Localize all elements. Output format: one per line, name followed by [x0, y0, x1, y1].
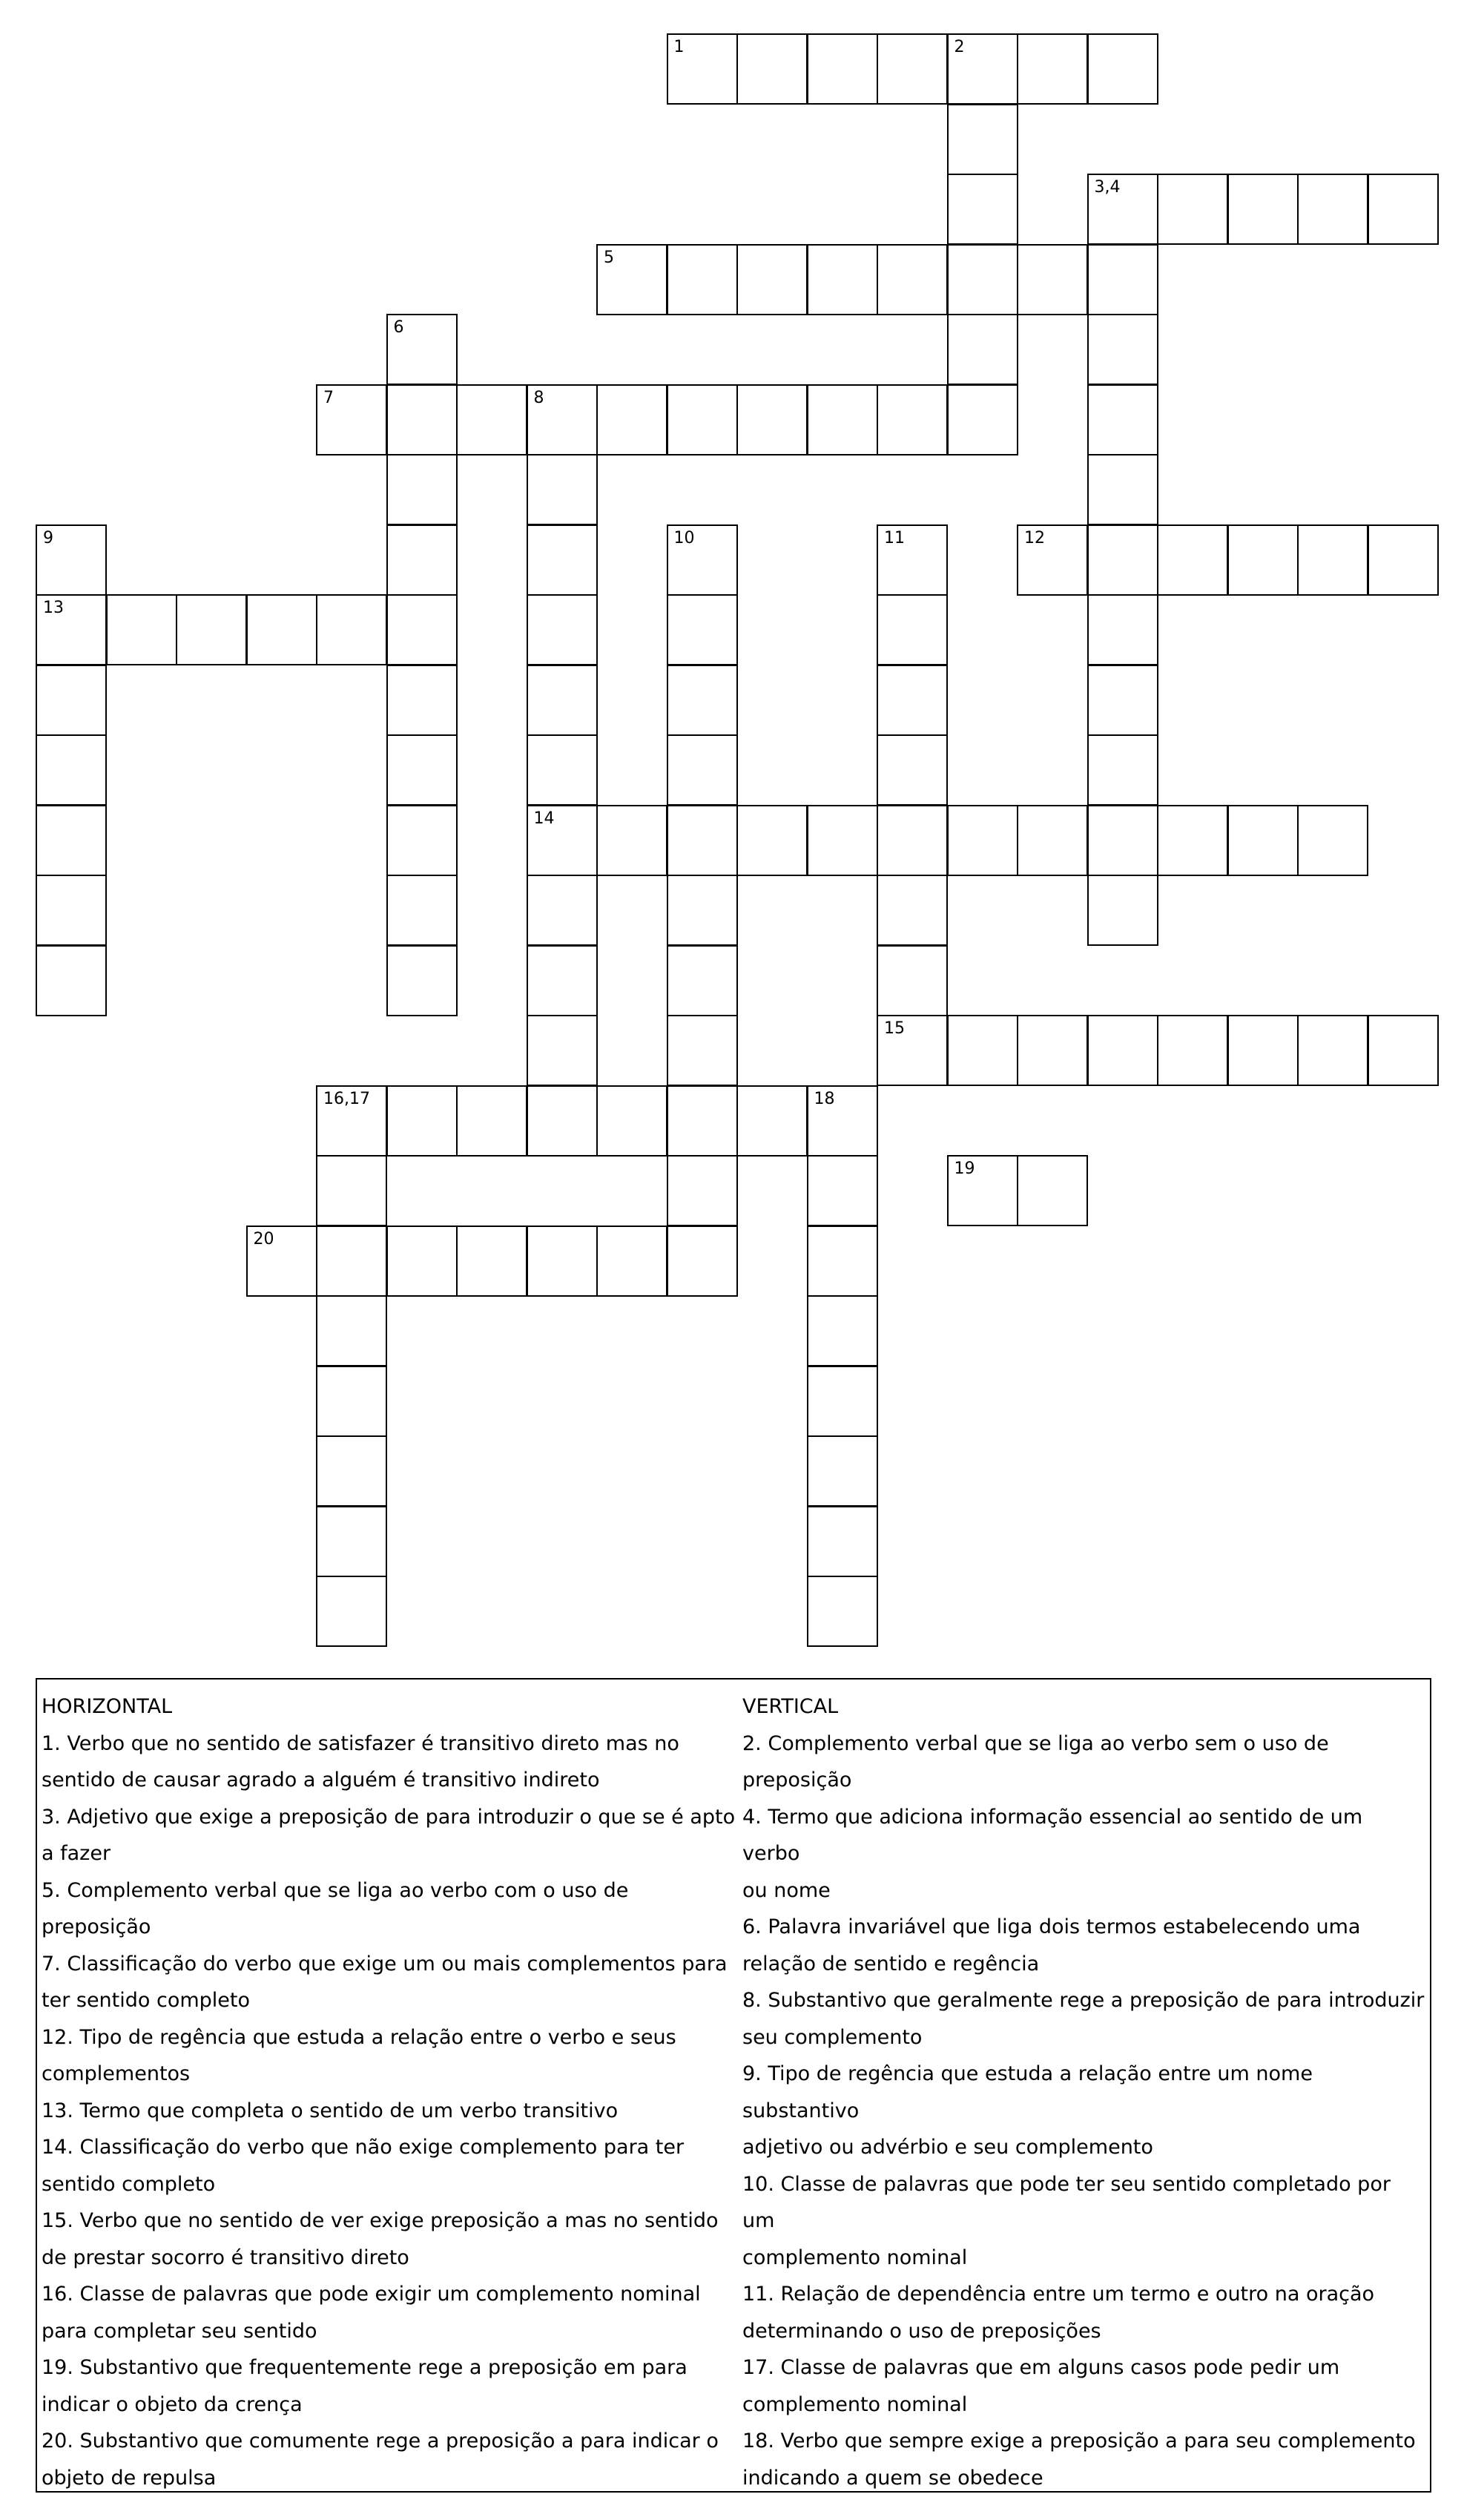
- clue-line: 5. Complemento verbal que se liga ao verbo com o uso de preposição: [42, 1878, 629, 1938]
- grid-cell[interactable]: [527, 805, 598, 876]
- grid-cell[interactable]: [947, 1155, 1018, 1226]
- clue-line: 19. Substantivo que frequentemente rege a preposição em para: [42, 2356, 688, 2379]
- clue-line: 8. Substantivo que geralmente rege a preposição de para introduzir: [742, 1989, 1425, 2012]
- vertical-clues: [742, 1688, 1426, 2496]
- grid-cell[interactable]: [527, 384, 598, 455]
- grid-cell[interactable]: [1227, 524, 1299, 596]
- grid-cell[interactable]: [1368, 1015, 1439, 1086]
- clue-line: indicar o objeto da crença: [42, 2392, 303, 2416]
- grid-cell[interactable]: [1227, 174, 1299, 245]
- grid-cell[interactable]: [736, 805, 808, 876]
- grid-cell[interactable]: [1087, 384, 1158, 455]
- grid-cell[interactable]: [176, 594, 247, 665]
- clue-number: 6: [393, 318, 404, 337]
- grid-cell[interactable]: [667, 244, 738, 315]
- grid-cell[interactable]: [596, 1085, 667, 1157]
- grid-cell[interactable]: [316, 1435, 387, 1507]
- vertical-heading: VERTICAL: [742, 1695, 839, 1718]
- grid-cell[interactable]: [1297, 524, 1368, 596]
- vertical-clue-list: [742, 1725, 1426, 2497]
- grid-cell[interactable]: [1087, 524, 1158, 596]
- grid-cell[interactable]: [386, 454, 458, 525]
- grid-cell[interactable]: [1017, 1155, 1088, 1226]
- clue-line: 10. Classe de palavras que pode ter seu sentido completado por um: [742, 2172, 1391, 2232]
- clue-number: 9: [43, 528, 53, 547]
- grid-cell[interactable]: [386, 945, 458, 1016]
- grid-cell[interactable]: [36, 805, 107, 876]
- grid-cell[interactable]: [316, 1226, 387, 1297]
- grid-cell[interactable]: [386, 875, 458, 946]
- grid-cell[interactable]: [1157, 174, 1228, 245]
- clue-line: determinando o uso de preposições: [742, 2319, 1101, 2343]
- grid-cell[interactable]: [667, 1085, 738, 1157]
- grid-cell[interactable]: [527, 594, 598, 665]
- grid-cell[interactable]: [1227, 1015, 1299, 1086]
- grid-cell[interactable]: [1157, 524, 1228, 596]
- grid-cell[interactable]: [667, 665, 738, 736]
- grid-cell[interactable]: [947, 805, 1018, 876]
- clue-line: 13. Termo que completa o sentido de um verbo transitivo: [42, 2099, 619, 2122]
- grid-cell[interactable]: [386, 1085, 458, 1157]
- grid-cell[interactable]: [807, 1085, 878, 1157]
- clue-line: indicando a quem se obedece: [742, 2466, 1043, 2490]
- grid-cell[interactable]: [1157, 1015, 1228, 1086]
- grid-cell[interactable]: [36, 734, 107, 806]
- grid-cell[interactable]: [877, 384, 948, 455]
- grid-cell[interactable]: [456, 1085, 527, 1157]
- clue-line: objeto de repulsa: [42, 2466, 217, 2490]
- clue-line: ter sentido completo: [42, 1989, 251, 2012]
- grid-cell[interactable]: [667, 1226, 738, 1297]
- grid-cell[interactable]: [527, 665, 598, 736]
- grid-cell[interactable]: [36, 524, 107, 596]
- grid-cell[interactable]: [877, 1015, 948, 1086]
- clue-line: 15. Verbo que no sentido de ver exige preposição a mas no sentido: [42, 2209, 719, 2232]
- grid-cell[interactable]: [596, 244, 667, 315]
- grid-cell[interactable]: [667, 805, 738, 876]
- clue-number: 16,17: [323, 1089, 370, 1108]
- grid-cell[interactable]: [807, 1576, 878, 1647]
- grid-cell[interactable]: [667, 524, 738, 596]
- clue-line: 4. Termo que adiciona informação essencial ao sentido de um verbo: [742, 1805, 1363, 1865]
- grid-cell[interactable]: [807, 1506, 878, 1577]
- grid-cell[interactable]: [877, 945, 948, 1016]
- grid-cell[interactable]: [736, 384, 808, 455]
- clue-line: 7. Classificação do verbo que exige um ou mais complementos para: [42, 1952, 728, 1975]
- grid-cell[interactable]: [1087, 244, 1158, 315]
- grid-cell[interactable]: [947, 244, 1018, 315]
- grid-cell[interactable]: [877, 805, 948, 876]
- clue-number: 12: [1024, 528, 1045, 547]
- grid-cell[interactable]: [1017, 33, 1088, 105]
- grid-cell[interactable]: [527, 454, 598, 525]
- grid-cell[interactable]: [386, 384, 458, 455]
- grid-cell[interactable]: [1297, 1015, 1368, 1086]
- grid-cell[interactable]: [1297, 805, 1368, 876]
- grid-cell[interactable]: [1087, 314, 1158, 385]
- grid-cell[interactable]: [947, 174, 1018, 245]
- grid-cell[interactable]: [36, 665, 107, 736]
- clue-line: 17. Classe de palavras que em alguns casos pode pedir um: [742, 2356, 1340, 2379]
- clue-line: seu complemento: [742, 2025, 923, 2049]
- clue-line: 3. Adjetivo que exige a preposição de para introduzir o que se é apto: [42, 1805, 736, 1829]
- grid-cell[interactable]: [527, 1015, 598, 1086]
- grid-cell[interactable]: [527, 734, 598, 806]
- grid-cell[interactable]: [807, 1155, 878, 1226]
- grid-cell[interactable]: [316, 1155, 387, 1226]
- clue-number: 8: [533, 388, 544, 407]
- grid-cell[interactable]: [527, 1226, 598, 1297]
- grid-cell[interactable]: [877, 244, 948, 315]
- grid-cell[interactable]: [316, 1576, 387, 1647]
- grid-cell[interactable]: [316, 1506, 387, 1577]
- grid-cell[interactable]: [807, 384, 878, 455]
- clue-number: 15: [884, 1019, 905, 1038]
- grid-cell[interactable]: [1087, 594, 1158, 665]
- clue-line: sentido de causar agrado a alguém é transitivo indireto: [42, 1769, 600, 1792]
- clue-line: complementos: [42, 2062, 191, 2085]
- clue-number: 14: [533, 809, 555, 828]
- grid-cell[interactable]: [1087, 805, 1158, 876]
- grid-cell[interactable]: [667, 33, 738, 105]
- clue-line: adjetivo ou advérbio e seu complemento: [742, 2136, 1153, 2159]
- grid-cell[interactable]: [1017, 805, 1088, 876]
- clue-line: ou nome: [742, 1878, 831, 1902]
- clue-line: 11. Relação de dependência entre um termo e outro na oração: [742, 2283, 1375, 2306]
- grid-cell[interactable]: [736, 244, 808, 315]
- grid-cell[interactable]: [947, 384, 1018, 455]
- clue-line: relação de sentido e regência: [742, 1952, 1040, 1975]
- grid-cell[interactable]: [1157, 805, 1228, 876]
- horizontal-heading: HORIZONTAL: [42, 1695, 173, 1718]
- grid-cell[interactable]: [807, 244, 878, 315]
- grid-cell[interactable]: [386, 314, 458, 385]
- grid-cell[interactable]: [667, 1155, 738, 1226]
- grid-cell[interactable]: [1368, 524, 1439, 596]
- horizontal-clues: [42, 1688, 742, 2496]
- grid-cell[interactable]: [1297, 174, 1368, 245]
- grid-cell[interactable]: [947, 314, 1018, 385]
- clue-number: 13: [43, 599, 64, 617]
- grid-cell[interactable]: [386, 1226, 458, 1297]
- grid-cell[interactable]: [596, 1226, 667, 1297]
- grid-cell[interactable]: [667, 734, 738, 806]
- clue-line: complemento nominal: [742, 2392, 968, 2416]
- clue-line: 20. Substantivo que comumente rege a preposição a para indicar o: [42, 2429, 719, 2452]
- grid-cell[interactable]: [456, 384, 527, 455]
- grid-cell[interactable]: [527, 945, 598, 1016]
- clue-line: 9. Tipo de regência que estuda a relação entre um nome substantivo: [742, 2062, 1313, 2122]
- clue-line: 1. Verbo que no sentido de satisfazer é transitivo direto mas no: [42, 1731, 679, 1755]
- grid-cell[interactable]: [246, 594, 317, 665]
- grid-cell[interactable]: [246, 1226, 317, 1297]
- clue-line: de prestar socorro é transitivo direto: [42, 2246, 409, 2269]
- grid-cell[interactable]: [947, 104, 1018, 175]
- grid-cell[interactable]: [1087, 1015, 1158, 1086]
- grid-cell[interactable]: [807, 33, 878, 105]
- clue-number: 5: [604, 248, 614, 267]
- clue-number: 20: [253, 1229, 274, 1249]
- clue-number: 19: [954, 1159, 975, 1178]
- clue-line: a fazer: [42, 1842, 111, 1865]
- grid-cell[interactable]: [386, 594, 458, 665]
- grid-cell[interactable]: [106, 594, 177, 665]
- grid-cell[interactable]: [667, 875, 738, 946]
- grid-cell[interactable]: [1227, 805, 1299, 876]
- clue-panel: [36, 1678, 1431, 2493]
- clue-line: 12. Tipo de regência que estuda a relação entre o verbo e seus: [42, 2025, 676, 2049]
- clue-number: 3,4: [1094, 178, 1121, 197]
- grid-cell[interactable]: [1087, 454, 1158, 525]
- grid-cell[interactable]: [667, 1015, 738, 1086]
- grid-cell[interactable]: [947, 33, 1018, 105]
- grid-cell[interactable]: [1368, 174, 1439, 245]
- grid-cell[interactable]: [1087, 665, 1158, 736]
- grid-cell[interactable]: [1087, 734, 1158, 806]
- clue-line: 16. Classe de palavras que pode exigir um complemento nominal: [42, 2283, 701, 2306]
- grid-cell[interactable]: [36, 594, 107, 665]
- clue-line: complemento nominal: [742, 2246, 968, 2269]
- grid-cell[interactable]: [456, 1226, 527, 1297]
- grid-cell[interactable]: [527, 524, 598, 596]
- grid-cell[interactable]: [527, 875, 598, 946]
- grid-cell[interactable]: [1017, 524, 1088, 596]
- grid-cell[interactable]: [1087, 875, 1158, 946]
- grid-cell[interactable]: [667, 945, 738, 1016]
- grid-cell[interactable]: [807, 1295, 878, 1366]
- clue-line: para completar seu sentido: [42, 2319, 317, 2343]
- grid-cell[interactable]: [667, 384, 738, 455]
- clue-line: 6. Palavra invariável que liga dois termos estabelecendo uma: [742, 1915, 1361, 1938]
- grid-cell[interactable]: [877, 33, 948, 105]
- grid-cell[interactable]: [1017, 244, 1088, 315]
- grid-cell[interactable]: [807, 1226, 878, 1297]
- clue-number: 7: [323, 388, 334, 407]
- grid-cell[interactable]: [316, 1366, 387, 1437]
- grid-cell[interactable]: [1087, 174, 1158, 245]
- grid-cell[interactable]: [947, 1015, 1018, 1086]
- grid-cell[interactable]: [736, 1085, 808, 1157]
- grid-cell[interactable]: [877, 594, 948, 665]
- clue-line: 18. Verbo que sempre exige a preposição a para seu complemento: [742, 2429, 1416, 2452]
- grid-cell[interactable]: [807, 1435, 878, 1507]
- grid-cell[interactable]: [36, 945, 107, 1016]
- clue-number: 1: [673, 38, 685, 56]
- clue-line: 14. Classificação do verbo que não exige complemento para ter: [42, 2136, 685, 2159]
- clue-number: 11: [884, 528, 905, 547]
- grid-cell[interactable]: [877, 665, 948, 736]
- grid-cell[interactable]: [316, 1085, 387, 1157]
- horizontal-clue-list: [42, 1725, 742, 2497]
- grid-cell[interactable]: [316, 594, 387, 665]
- clue-line: 2. Complemento verbal que se liga ao verbo sem o uso de preposição: [742, 1731, 1329, 1792]
- grid-cell[interactable]: [807, 1366, 878, 1437]
- grid-cell[interactable]: [877, 734, 948, 806]
- clue-number: 18: [814, 1089, 835, 1108]
- grid-cell[interactable]: [736, 33, 808, 105]
- clue-line: sentido completo: [42, 2172, 216, 2196]
- grid-cell[interactable]: [877, 524, 948, 596]
- grid-cell[interactable]: [316, 1295, 387, 1366]
- grid-cell[interactable]: [386, 734, 458, 806]
- grid-cell[interactable]: [36, 875, 107, 946]
- grid-cell[interactable]: [386, 524, 458, 596]
- grid-cell[interactable]: [386, 805, 458, 876]
- grid-cell[interactable]: [1087, 33, 1158, 105]
- grid-cell[interactable]: [667, 594, 738, 665]
- grid-cell[interactable]: [316, 384, 387, 455]
- clue-number: 2: [954, 38, 965, 56]
- grid-cell[interactable]: [1017, 1015, 1088, 1086]
- grid-cell[interactable]: [807, 805, 878, 876]
- grid-cell[interactable]: [877, 875, 948, 946]
- grid-cell[interactable]: [527, 1085, 598, 1157]
- grid-cell[interactable]: [386, 665, 458, 736]
- grid-cell[interactable]: [596, 805, 667, 876]
- grid-cell[interactable]: [596, 384, 667, 455]
- clue-number: 10: [673, 528, 695, 547]
